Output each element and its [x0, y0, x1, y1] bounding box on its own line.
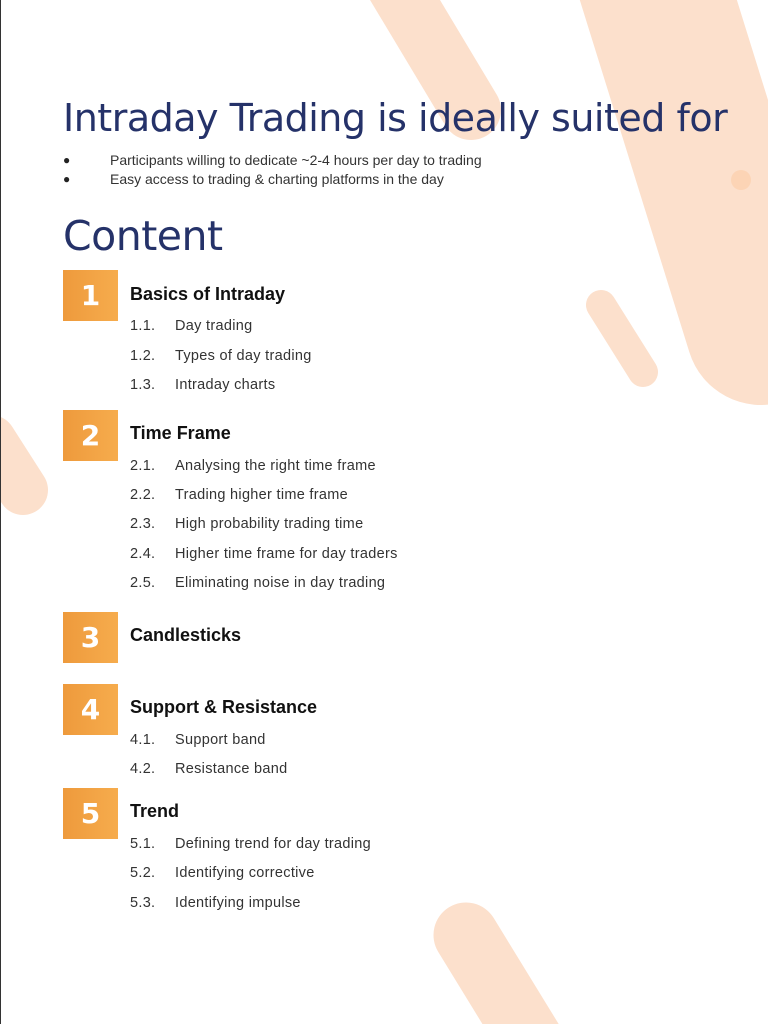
subsection-number: 5.2.: [130, 865, 156, 882]
subsection-label: Eliminating noise in day trading: [175, 574, 386, 591]
content-heading: Content: [63, 212, 223, 260]
subsection-label: Resistance band: [175, 761, 288, 777]
subsection-item: [130, 458, 398, 487]
page-title: Intraday Trading is ideally suited for: [63, 96, 728, 140]
subsection-item: [130, 318, 312, 348]
subsection-label: Analysing the right time frame: [175, 458, 376, 474]
section-number-badge: 1: [63, 270, 118, 321]
subsection-label: Types of day trading: [175, 347, 312, 364]
subsection-label: Trading higher time frame: [175, 487, 348, 504]
section-number-badge: 2: [63, 410, 118, 461]
bullet-text: Participants willing to dedicate ~2-4 hours per day to trading: [110, 152, 482, 168]
section-title: Time Frame: [130, 423, 231, 443]
suitability-bullet-list: [63, 151, 482, 189]
subsection-number: 1.2.: [130, 347, 156, 364]
subsection-number: 4.2.: [130, 761, 156, 777]
section-title: Trend: [130, 801, 180, 821]
subsection-list: [130, 318, 312, 407]
subsection-label: Defining trend for day trading: [175, 836, 371, 852]
subsection-item: [130, 377, 312, 407]
subsection-item: [130, 761, 288, 790]
bullet-item: [63, 170, 482, 189]
subsection-number: 5.3.: [130, 894, 156, 911]
subsection-number: 1.1.: [130, 318, 156, 334]
subsection-label: Identifying corrective: [175, 865, 315, 882]
subsection-item: [130, 487, 398, 516]
subsection-number: 1.3.: [130, 377, 156, 393]
subsection-item: [130, 516, 398, 545]
subsection-list: [130, 836, 371, 924]
subsection-number: 2.5.: [130, 574, 156, 591]
subsection-label: Day trading: [175, 318, 253, 334]
subsection-label: Identifying impulse: [175, 894, 301, 911]
subsection-list: [130, 732, 288, 790]
subsection-item: [130, 348, 312, 378]
subsection-list: [130, 458, 398, 604]
bullet-text: Easy access to trading & charting platforms in the day: [110, 171, 444, 187]
section-number-badge: 5: [63, 788, 118, 839]
subsection-number: 2.2.: [130, 487, 156, 504]
subsection-item: [130, 732, 288, 761]
subsection-item: [130, 836, 371, 865]
subsection-number: 2.4.: [130, 545, 156, 562]
section-title: Support & Resistance: [130, 697, 318, 717]
subsection-label: Support band: [175, 732, 266, 748]
bullet-item: [63, 151, 482, 170]
section-number-badge: 4: [63, 684, 118, 735]
subsection-item: [130, 865, 371, 894]
subsection-label: Intraday charts: [175, 377, 276, 393]
subsection-item: [130, 546, 398, 575]
section-title: Basics of Intraday: [130, 284, 286, 304]
bullet-dot-icon: ●: [63, 172, 71, 186]
subsection-item: [130, 895, 371, 924]
subsection-label: High probability trading time: [175, 516, 364, 533]
subsection-label: Higher time frame for day traders: [175, 545, 398, 562]
section-title: Candlesticks: [130, 625, 242, 645]
subsection-number: 2.3.: [130, 516, 156, 533]
section-number-badge: 3: [63, 612, 118, 663]
bullet-dot-icon: ●: [63, 153, 71, 167]
subsection-item: [130, 575, 398, 604]
subsection-number: 5.1.: [130, 836, 156, 852]
subsection-number: 4.1.: [130, 732, 156, 748]
subsection-number: 2.1.: [130, 458, 156, 474]
